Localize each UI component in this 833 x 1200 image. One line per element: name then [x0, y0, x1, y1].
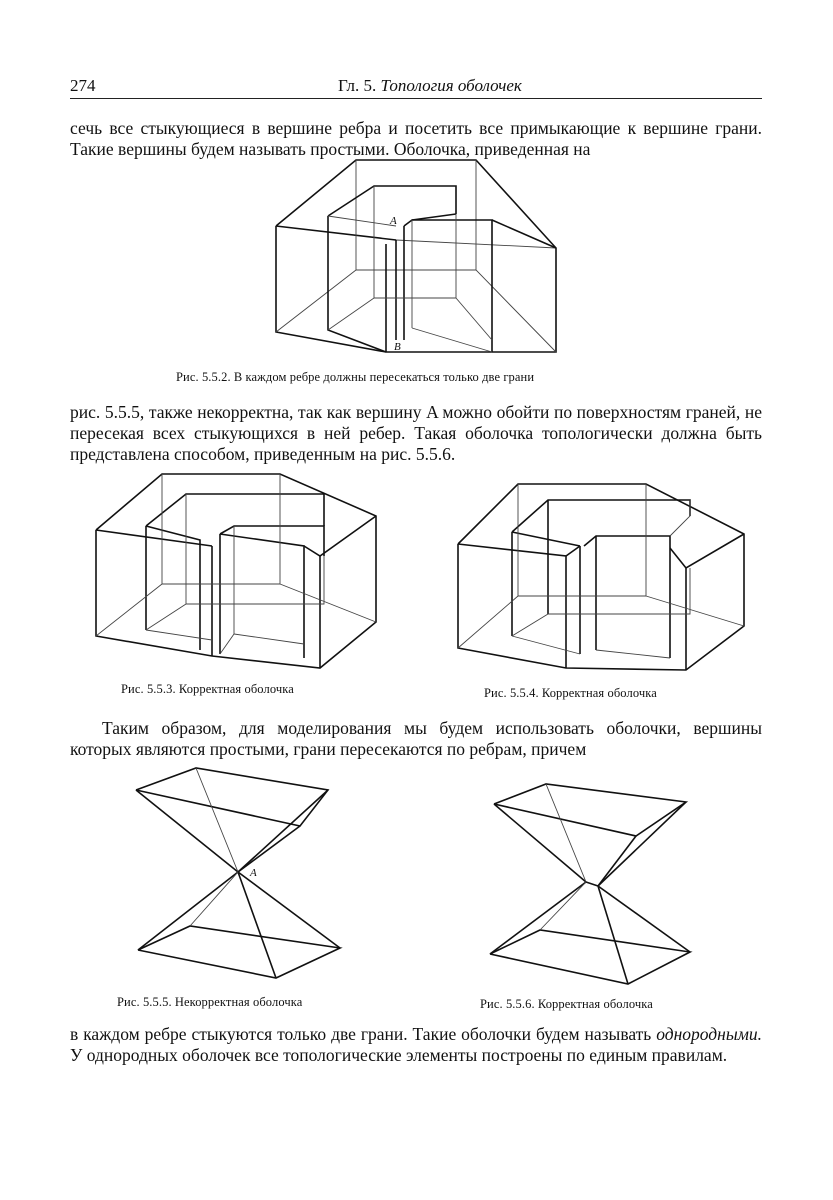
caption-fig-5-5-4: Рис. 5.5.4. Корректная оболочка — [484, 686, 657, 700]
chapter-number: Гл. 5. — [338, 76, 377, 95]
fig552-label-a: A — [390, 215, 397, 227]
caption-fig-5-5-5: Рис. 5.5.5. Некорректная оболочка — [117, 995, 303, 1009]
fig555-label-a: A — [250, 867, 257, 879]
paragraph-4 — [70, 1024, 762, 1066]
fig556-double-pyramid — [490, 784, 690, 984]
chapter-title: Топология оболочек — [380, 76, 522, 95]
paragraph-3: Таким образом, для моделирования мы будем использовать оболочки, вершины которых являются простыми, грани пересекаются по ребрам, причем — [70, 718, 762, 759]
paragraph-2-text: рис. 5.5.5, также некорректна, так как вершину A можно обойти по поверхностям граней, не пересекая всех стыкующихся в ней ребер. Такая оболочка топологически должна быть представлена способом, приведенным на рис. 5.5.6. — [70, 402, 762, 464]
paragraph-4-start: в каждом ребре стыкуются только две грани. Такие оболочки будем называть — [70, 1024, 652, 1044]
page-number: 274 — [70, 76, 96, 95]
term-homogeneous: однородными. — [656, 1024, 762, 1044]
paragraph-4-end: У однородных оболочек все топологические элементы построены по единым правилам. — [70, 1045, 728, 1065]
fig552-label-b: B — [394, 341, 401, 353]
paragraph-1: сечь все стыкующиеся в вершине ребра и посетить все примыкающие к вершине грани. Такие вершины будем называть простыми. Оболочка, приведенная на — [70, 118, 762, 159]
caption-fig-5-5-3: Рис. 5.5.3. Корректная оболочка — [121, 682, 294, 696]
caption-fig-5-5-6: Рис. 5.5.6. Корректная оболочка — [480, 997, 653, 1011]
caption-fig-5-5-2: Рис. 5.5.2. В каждом ребре должны пересекаться только две грани — [176, 370, 535, 384]
